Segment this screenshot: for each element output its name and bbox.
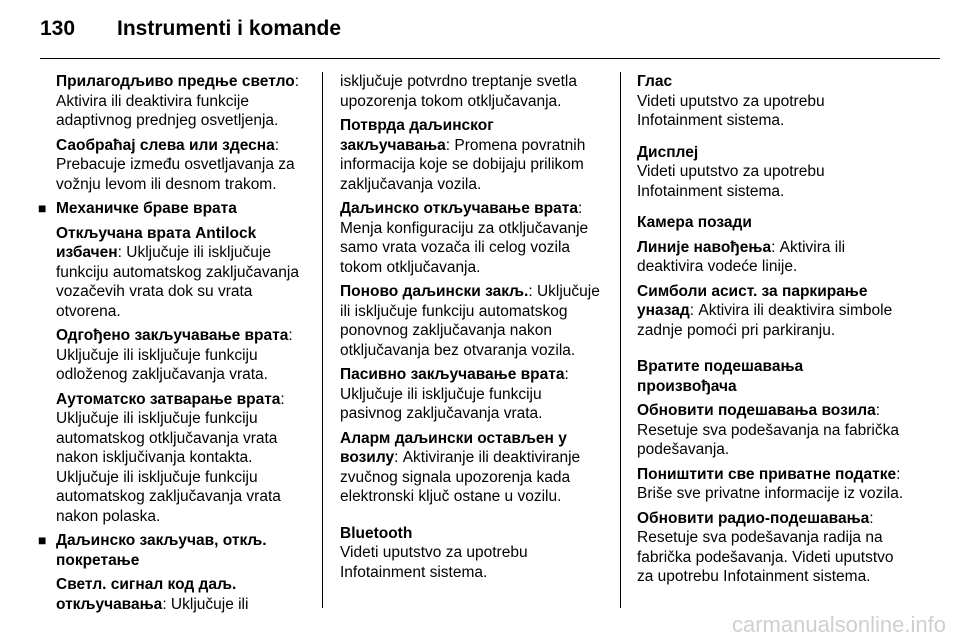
entry-body: : Aktivira ili deaktivira simbole zadnje pomoći pri parkiranju. xyxy=(637,302,893,339)
entry-title: Поново даљински закљ. xyxy=(340,283,529,300)
entry-title: Симболи асист. за паркирање уназад xyxy=(637,282,868,319)
entry-delayed-door-lock xyxy=(56,326,306,385)
bullet-icon: ■ xyxy=(38,532,47,548)
entry-body: : Uključuje ili isključuje funkciju automatskog zaključavanja vozačevih vrata dok su vrata otvorena. xyxy=(56,244,299,320)
section-body-voice: Videti uputstvo za upotrebu Infotainment sistema. xyxy=(637,92,825,129)
bullet-label: Механичке браве врата xyxy=(56,200,237,217)
watermark: carmanualsonline.info xyxy=(731,612,946,637)
entry-unlocked-door-antilock xyxy=(56,224,306,322)
entry-auto-door-lock xyxy=(56,390,306,527)
entry-body: : Aktivira ili deaktivira vodeće linije. xyxy=(637,238,846,275)
header-rule xyxy=(40,58,940,59)
column-divider-2 xyxy=(620,72,621,608)
section-title-bluetooth: Bluetooth xyxy=(340,524,413,542)
bullet-icon: ■ xyxy=(38,200,47,216)
page-title: Instrumenti i komande xyxy=(117,17,342,40)
entry-remote-relock xyxy=(340,282,605,360)
entry-title: Обновити радио-подешавања xyxy=(637,509,870,527)
section-title-rear-camera: Камера позади xyxy=(637,214,752,231)
bullet-label: Даљинско закључав, откљ. покретање xyxy=(56,532,267,569)
entry-title: Даљинско откључавање врата xyxy=(340,200,578,217)
column-3 xyxy=(637,72,907,592)
entry-body: : Uključuje ili isključuje funkciju pasivnog zaključavanja vrata. xyxy=(340,366,569,422)
entry-body: : Promena povratnih informacija koje se dobijaju prilikom zaključavanja vozila. xyxy=(340,136,586,193)
bullet-remote-lock xyxy=(38,531,306,570)
section-title-factory-settings: Вратите подешавања произвођача xyxy=(637,358,804,395)
column-divider-1 xyxy=(322,72,323,608)
column-1 xyxy=(38,72,306,619)
section-title-voice: Глас xyxy=(637,73,673,90)
entry-body: : Aktiviranje ili deaktiviranje zvučnog signala upozorenja kada elektronski ključ ostane u vozilu. xyxy=(340,449,581,505)
entry-title: Поништити све приватне податке xyxy=(637,465,897,483)
section-body-bluetooth: Videti uputstvo za upotrebu Infotainment sistema. xyxy=(340,544,528,581)
entry-passive-door-lock xyxy=(340,365,605,424)
entry-remote-unlock-light xyxy=(56,575,306,614)
entry-traffic-side xyxy=(56,136,306,195)
entry-title: Одгођено закључавање врата xyxy=(56,327,289,344)
entry-body: : Prebacuje između osvetljavanja za vožnju levom ili desnom trakom. xyxy=(56,136,295,193)
entry-adaptive-light xyxy=(56,72,306,131)
entry-title: Обновити подешавања возила xyxy=(637,402,876,419)
page-header xyxy=(0,0,960,58)
section-title-display: Дисплеј xyxy=(637,143,699,161)
entry-body: isključuje potvrdno treptanje svetla upozorenja tokom otključavanja. xyxy=(340,73,577,110)
entry-remote-door-unlock xyxy=(340,199,605,277)
entry-title: Откључана врата Antilock избачен xyxy=(56,224,257,261)
entry-body: : Uključuje ili xyxy=(162,595,249,613)
section-body-display: Videti uputstvo za upotrebu Infotainment sistema. xyxy=(637,163,825,200)
entry-body: : Resetuje sva podešavanja na fabrička podešavanja. xyxy=(637,402,899,458)
bullet-mechanical-locks xyxy=(38,199,306,219)
entry-title: Потврда даљинског закључавања xyxy=(340,117,494,154)
entry-key-left-alarm xyxy=(340,429,605,507)
column-2 xyxy=(340,72,605,582)
entry-guidance-lines xyxy=(637,238,907,277)
entry-title: Светл. сигнал код даљ. откључавања xyxy=(56,576,237,613)
entry-restore-vehicle-settings xyxy=(637,401,907,460)
entry-title: Аларм даљински остављен у возилу xyxy=(340,429,567,466)
entry-clear-private-data xyxy=(637,465,907,504)
entry-body: : Menja konfiguraciju za otključavanje samo vrata vozača ili celog vozila tokom otključavanja. xyxy=(340,200,589,276)
entry-title: Аутоматско затварање врата xyxy=(56,390,281,408)
entry-body: : Briše sve privatne informacije iz vozila. xyxy=(637,465,904,502)
entry-body: : Aktivira ili deaktivira funkcije adaptivnog prednjeg osvetljenja. xyxy=(56,73,300,129)
page-number: 130 xyxy=(40,17,76,40)
entry-title: Прилагодљиво предње светло xyxy=(56,73,295,90)
entry-remote-lock-feedback xyxy=(340,116,605,194)
entry-body: : Uključuje ili isključuje funkciju automatskog ponovnog zaključavanja nakon otključavanja bez otvaranja vozila. xyxy=(340,283,600,359)
entry-body: : Uključuje ili isključuje funkciju automatskog otključavanja vrata nakon isključivanja kontakta. Uključuje ili isključuje funkciju automatskog zaključavanja vrata nakon polaska. xyxy=(56,390,285,525)
entry-title: Пасивно закључавање врата xyxy=(340,366,565,383)
entry-body: : Uključuje ili isključuje funkciju odloženog zaključavanja vrata. xyxy=(56,327,293,383)
entry-title: Саобраћај слева или здесна xyxy=(56,136,275,154)
entry-park-assist-symbols xyxy=(637,282,907,341)
entry-body: : Resetuje sva podešavanja radija na fabrička podešavanja. Videti uputstvo za upotrebu Infotainment sistema. xyxy=(637,509,894,585)
entry-title: Линије навођења xyxy=(637,238,772,256)
entry-continued xyxy=(340,72,605,111)
entry-restore-radio-settings xyxy=(637,509,907,587)
